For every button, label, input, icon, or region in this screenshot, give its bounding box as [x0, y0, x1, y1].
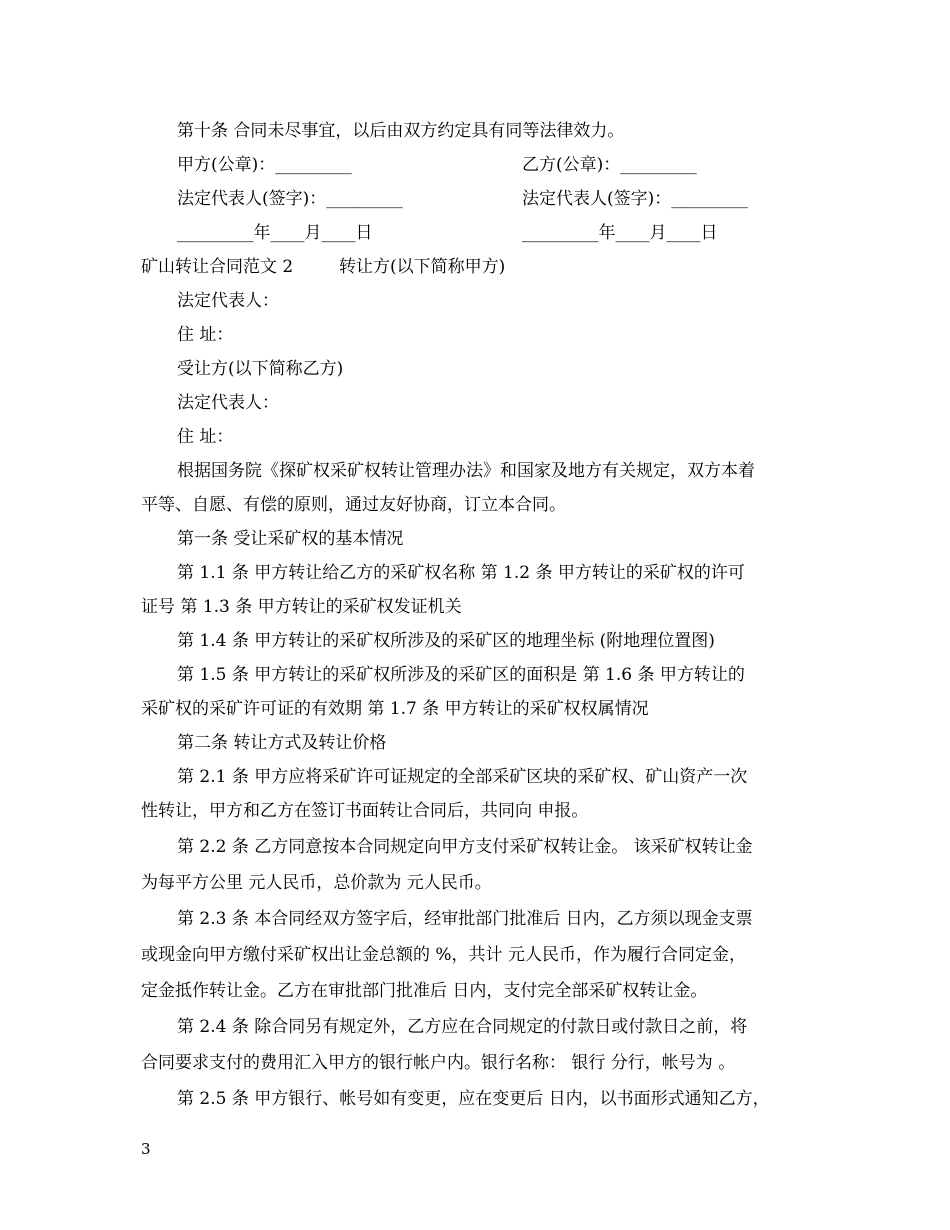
clause-2-4-line-1: 第 2.4 条 除合同另有规定外，乙方应在合同规定的付款日或付款日之前，将 — [177, 1017, 748, 1037]
party-b-seal: 乙方(公章)：_________ — [522, 155, 697, 175]
party-a-date: _________年____月____日 — [177, 223, 373, 243]
clause-1-5-line-2: 采矿权的采矿许可证的有效期 第 1.7 条 甲方转让的采矿权权属情况 — [141, 699, 649, 719]
clause-2-3-line-1: 第 2.3 条 本合同经双方签字后，经审批部门批准后 日内，乙方须以现金支票 — [177, 909, 753, 929]
section-title: 矿山转让合同范文 2 — [141, 257, 294, 277]
clause-2-1-line-1: 第 2.1 条 甲方应将采矿许可证规定的全部采矿区块的采矿权、矿山资产一次 — [177, 767, 748, 787]
clause-1-4: 第 1.4 条 甲方转让的采矿权所涉及的采矿区的地理坐标 (附地理位置图) — [177, 631, 715, 651]
representative-label-1: 法定代表人： — [177, 291, 279, 311]
clause-2-3-line-3: 定金抵作转让金。乙方在审批部门批准后 日内，支付完全部采矿权转让金。 — [141, 981, 708, 1001]
address-label-1: 住 址： — [177, 325, 234, 345]
party-a-seal: 甲方(公章)：_________ — [177, 155, 352, 175]
clause-2-2-line-2: 为每平方公里 元人民币，总价款为 元人民币。 — [141, 873, 492, 893]
party-b-date: _________年____月____日 — [522, 223, 718, 243]
clause-1-1-line-2: 证号 第 1.3 条 甲方转让的采矿权发证机关 — [141, 597, 462, 617]
clause-1-5-line-1: 第 1.5 条 甲方转让的采矿权所涉及的采矿区的面积是 第 1.6 条 甲方转让的 — [177, 665, 745, 685]
clause-1-1-line-1: 第 1.1 条 甲方转让给乙方的采矿权名称 第 1.2 条 甲方转让的采矿权的许可 — [177, 563, 745, 583]
clause-2-2-line-1: 第 2.2 条 乙方同意按本合同规定向甲方支付采矿权转让金。 该采矿权转让金 — [177, 837, 753, 857]
transferor-label: 转让方(以下简称甲方) — [339, 257, 506, 277]
page-number: 3 — [141, 1140, 151, 1158]
clause-2-4-line-2: 合同要求支付的费用汇入甲方的银行帐户内。银行名称： 银行 分行，帐号为 。 — [141, 1053, 736, 1073]
article-2-heading: 第二条 转让方式及转让价格 — [177, 733, 387, 753]
transferee-label: 受让方(以下简称乙方) — [177, 359, 344, 379]
clause-2-3-line-2: 或现金向甲方缴付采矿权出让金总额的 %，共计 元人民币，作为履行合同定金， — [141, 945, 746, 965]
article-10: 第十条 合同未尽事宜，以后由双方约定具有同等法律效力。 — [177, 121, 625, 141]
address-label-2: 住 址： — [177, 427, 234, 447]
article-1-heading: 第一条 受让采矿权的基本情况 — [177, 529, 404, 549]
representative-label-2: 法定代表人： — [177, 393, 279, 413]
preamble-line-1: 根据国务院《探矿权采矿权转让管理办法》和国家及地方有关规定，双方本着 — [177, 461, 755, 481]
clause-2-1-line-2: 性转让，甲方和乙方在签订书面转让合同后，共同向 申报。 — [141, 801, 589, 821]
clause-2-5-line-1: 第 2.5 条 甲方银行、帐号如有变更，应在变更后 日内，以书面形式通知乙方， — [177, 1089, 770, 1109]
party-a-representative: 法定代表人(签字)：_________ — [177, 189, 403, 209]
preamble-line-2: 平等、自愿、有偿的原则，通过友好协商，订立本合同。 — [141, 495, 566, 515]
party-b-representative: 法定代表人(签字)：_________ — [522, 189, 748, 209]
